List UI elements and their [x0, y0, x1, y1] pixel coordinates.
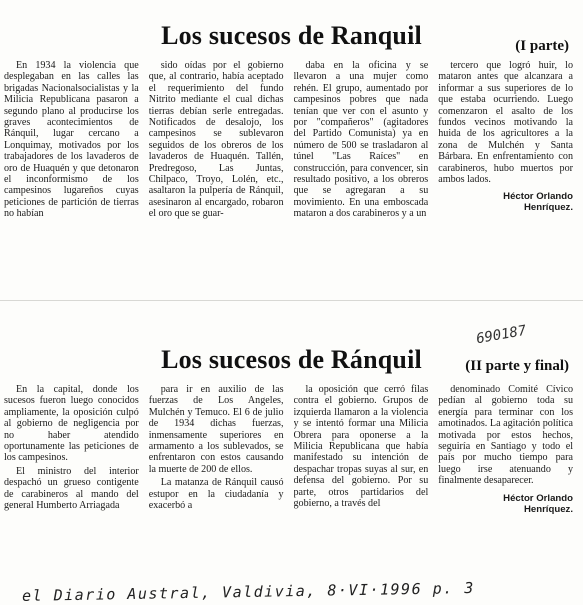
paragraph: para ir en auxilio de las fuerzas de Los Angeles, Mulchén y Temuco. El 6 de julio de 1934 dichas fuerzas, inmensamente superiores en armamento a los sublevados, se enfrentaron con estos causando la muerte de 200 de ellos. — [148, 384, 284, 475]
text-column-1 — [4, 60, 139, 295]
byline-surname: Henríquez. — [523, 503, 573, 515]
paragraph: daba en la oficina y se llevaron a una mujer como rehén. El grupo, aumentado por campesinos pobres que nada tenían que ver con el asunto y por "compañeros" (agitadores del Partido Comunista) ya en número de 500 se trasladaron al túnel "Las Raíces" en construcción, para convencer, sin resultado positivo, a los obreros que se agregaran a su movimiento. En una emboscada mataron a dos carabineros y a un — [293, 60, 429, 220]
byline-name: Héctor Orlando — [503, 492, 573, 504]
handwritten-archive-number: 690187 — [474, 322, 528, 348]
byline — [438, 493, 573, 515]
paragraph: La matanza de Ránquil causó estupor en la ciudadanía y exacerbó a — [148, 477, 284, 512]
part-label: (I parte) — [515, 38, 569, 54]
paragraph: tercero que logró huir, lo mataron antes que alcanzara a informar a sus superiores de lo que estaba ocurriendo. Luego comenzaron el asalto de los fundos vecinos motivando la huida de los agricultores a la zona de Mulchén y Santa Bárbara. En enfrentamiento con carabineros, hubo muertos por ambos lados. — [438, 60, 573, 186]
part-label: (II parte y final) — [465, 358, 569, 374]
paragraph: denominado Comité Cívico pedían al gobierno toda su energía para terminar con los amotinados. La agitación política motivada por estos hechos, seguiría en Santiago y todo el país por mucho tiempo para luego irse atenuando y finalmente desaparecer. — [438, 384, 573, 487]
article-headline: Los sucesos de Ranquil — [161, 21, 422, 51]
article-headline: Los sucesos de Ránquil — [161, 345, 422, 375]
text-column-4 — [438, 384, 573, 574]
byline-surname: Henríquez. — [523, 202, 573, 214]
byline-name: Héctor Orlando — [503, 191, 573, 203]
text-column-2 — [149, 384, 284, 574]
handwritten-source-note: el Diario Austral, Valdivia, 8·VI·1996 p. 3 — [21, 578, 475, 605]
text-column-4 — [438, 60, 573, 295]
text-column-3 — [294, 384, 429, 574]
article-part-2 — [0, 318, 583, 576]
paragraph: En 1934 la violencia que desplegaban en las calles las brigadas Nacionalsocialistas y la Milicia Republicana pasaron a segundo plano al producirse los graves acontecimientos de Ránquil, lugar cercano a Lonquimay, motivados por los trabajadores de los lavaderos de oro de Huaquén y que detonaron el inconformismo de los campesinos lugareños cuyas peticiones de partición de tierras no habían — [4, 60, 139, 220]
text-column-3 — [294, 60, 429, 295]
text-column-2 — [149, 60, 284, 295]
article-columns — [4, 384, 573, 574]
clipping-divider — [0, 300, 583, 301]
article-part-1 — [0, 0, 583, 300]
paragraph: sido oídas por el gobierno que, al contrario, había aceptado el requerimiento del fundo Nitrito mediante el cual dichas tierras debían serle entregadas. Notificados de desalojo, los campesinos se sublevaron seguidos de los obreros de los lavaderos de Huaquén. Tallén, Predregoso, Las Juntas, Chilpaco, Troyo, Lolén, etc., asaltaron la pulpería de Ránquil, asesinaron al encargado, robaron el oro que se guar- — [148, 60, 284, 220]
text-column-1 — [4, 384, 139, 574]
article-columns — [4, 60, 573, 295]
paragraph: la oposición que cerró filas contra el gobierno. Grupos de izquierda llamaron a la violencia y se intentó formar una Milicia Obrera para oponerse a la Milicia Republicana que había manifestado su intención de despachar tropas suyas al sur, en defensa del gobierno. Por su parte, otros partidarios del gobierno, a través del — [293, 384, 429, 510]
paragraph: En la capital, donde los sucesos fueron luego conocidos ampliamente, la oposición culpó al gobierno de negligencia por no haber atendido oportunamente las peticiones de los campesinos. — [4, 384, 139, 464]
byline — [438, 191, 573, 213]
paragraph: El ministro del interior despachó un grueso contigente de carabineros al mando del general Humberto Arriagada — [4, 465, 139, 512]
